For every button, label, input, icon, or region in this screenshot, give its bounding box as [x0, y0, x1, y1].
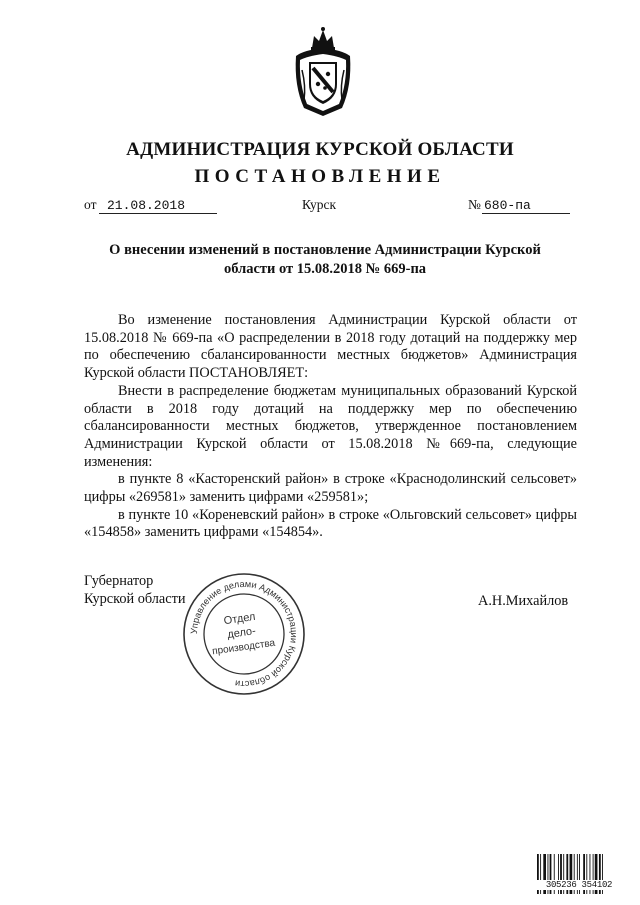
- coat-of-arms-emblem: [292, 26, 354, 118]
- stamp-center-line3: производства: [211, 637, 276, 658]
- body-paragraph: в пункте 8 «Касторенский район» в строке «Краснодолинский сельсовет» цифры «269581» заменить цифрами «259581»;: [84, 471, 577, 506]
- signatory-title-line1: Губернатор: [84, 573, 154, 589]
- body-paragraph: Внести в распределение бюджетам муниципальных образований Курской области в 2018 году дотаций на поддержку мер по обеспечению сбалансированности местных бюджетов, утвержденное постановлением Администрации Курской области от 15.08.2018 №669-па, следующие изменения:: [84, 382, 577, 470]
- organization-title: АДМИНИСТРАЦИЯ КУРСКОЙ ОБЛАСТИ: [126, 139, 514, 160]
- body-paragraph: Во изменение постановления Администрации Курской области от 15.08.2018 № 669-па «О распределении в 2018 году дотаций на поддержку мер по обеспечению сбалансированности местных бюджетов» Администрация Курской области ПОСТАНОВЛЯЕТ:: [84, 312, 577, 382]
- stamp-ring-text: Управление делами Администрации Курской области: [188, 578, 300, 690]
- document-meta-line: [0, 197, 640, 219]
- city-name: Курск: [302, 197, 337, 212]
- signatory-title: [84, 572, 186, 608]
- barcode-number: 305236 354102: [535, 880, 623, 890]
- document-number: 680-па: [484, 198, 531, 213]
- stamp-center-line1: Отдел: [222, 610, 257, 628]
- number-underline: [482, 213, 570, 214]
- document-subject: О внесении изменений в постановление Администрации Курской области от 15.08.2018 № 669-па: [109, 242, 541, 277]
- date-underline: [99, 213, 217, 214]
- number-prefix: №: [468, 197, 481, 212]
- date-prefix: от: [84, 197, 97, 212]
- round-stamp: [180, 570, 308, 698]
- signatory-title-line2: Курской области: [84, 591, 186, 607]
- stamp-center-line2: дело-: [226, 625, 257, 641]
- document-body: [84, 312, 577, 542]
- document-date: 21.08.2018: [107, 198, 186, 213]
- document-type-title: ПОСТАНОВЛЕНИЕ: [194, 166, 446, 187]
- body-paragraph: в пункте 10 «Кореневский район» в строке «Ольговский сельсовет» цифры «154858» заменить цифрами «154854».: [84, 506, 577, 541]
- signatory-name: А.Н.Михайлов: [478, 593, 569, 609]
